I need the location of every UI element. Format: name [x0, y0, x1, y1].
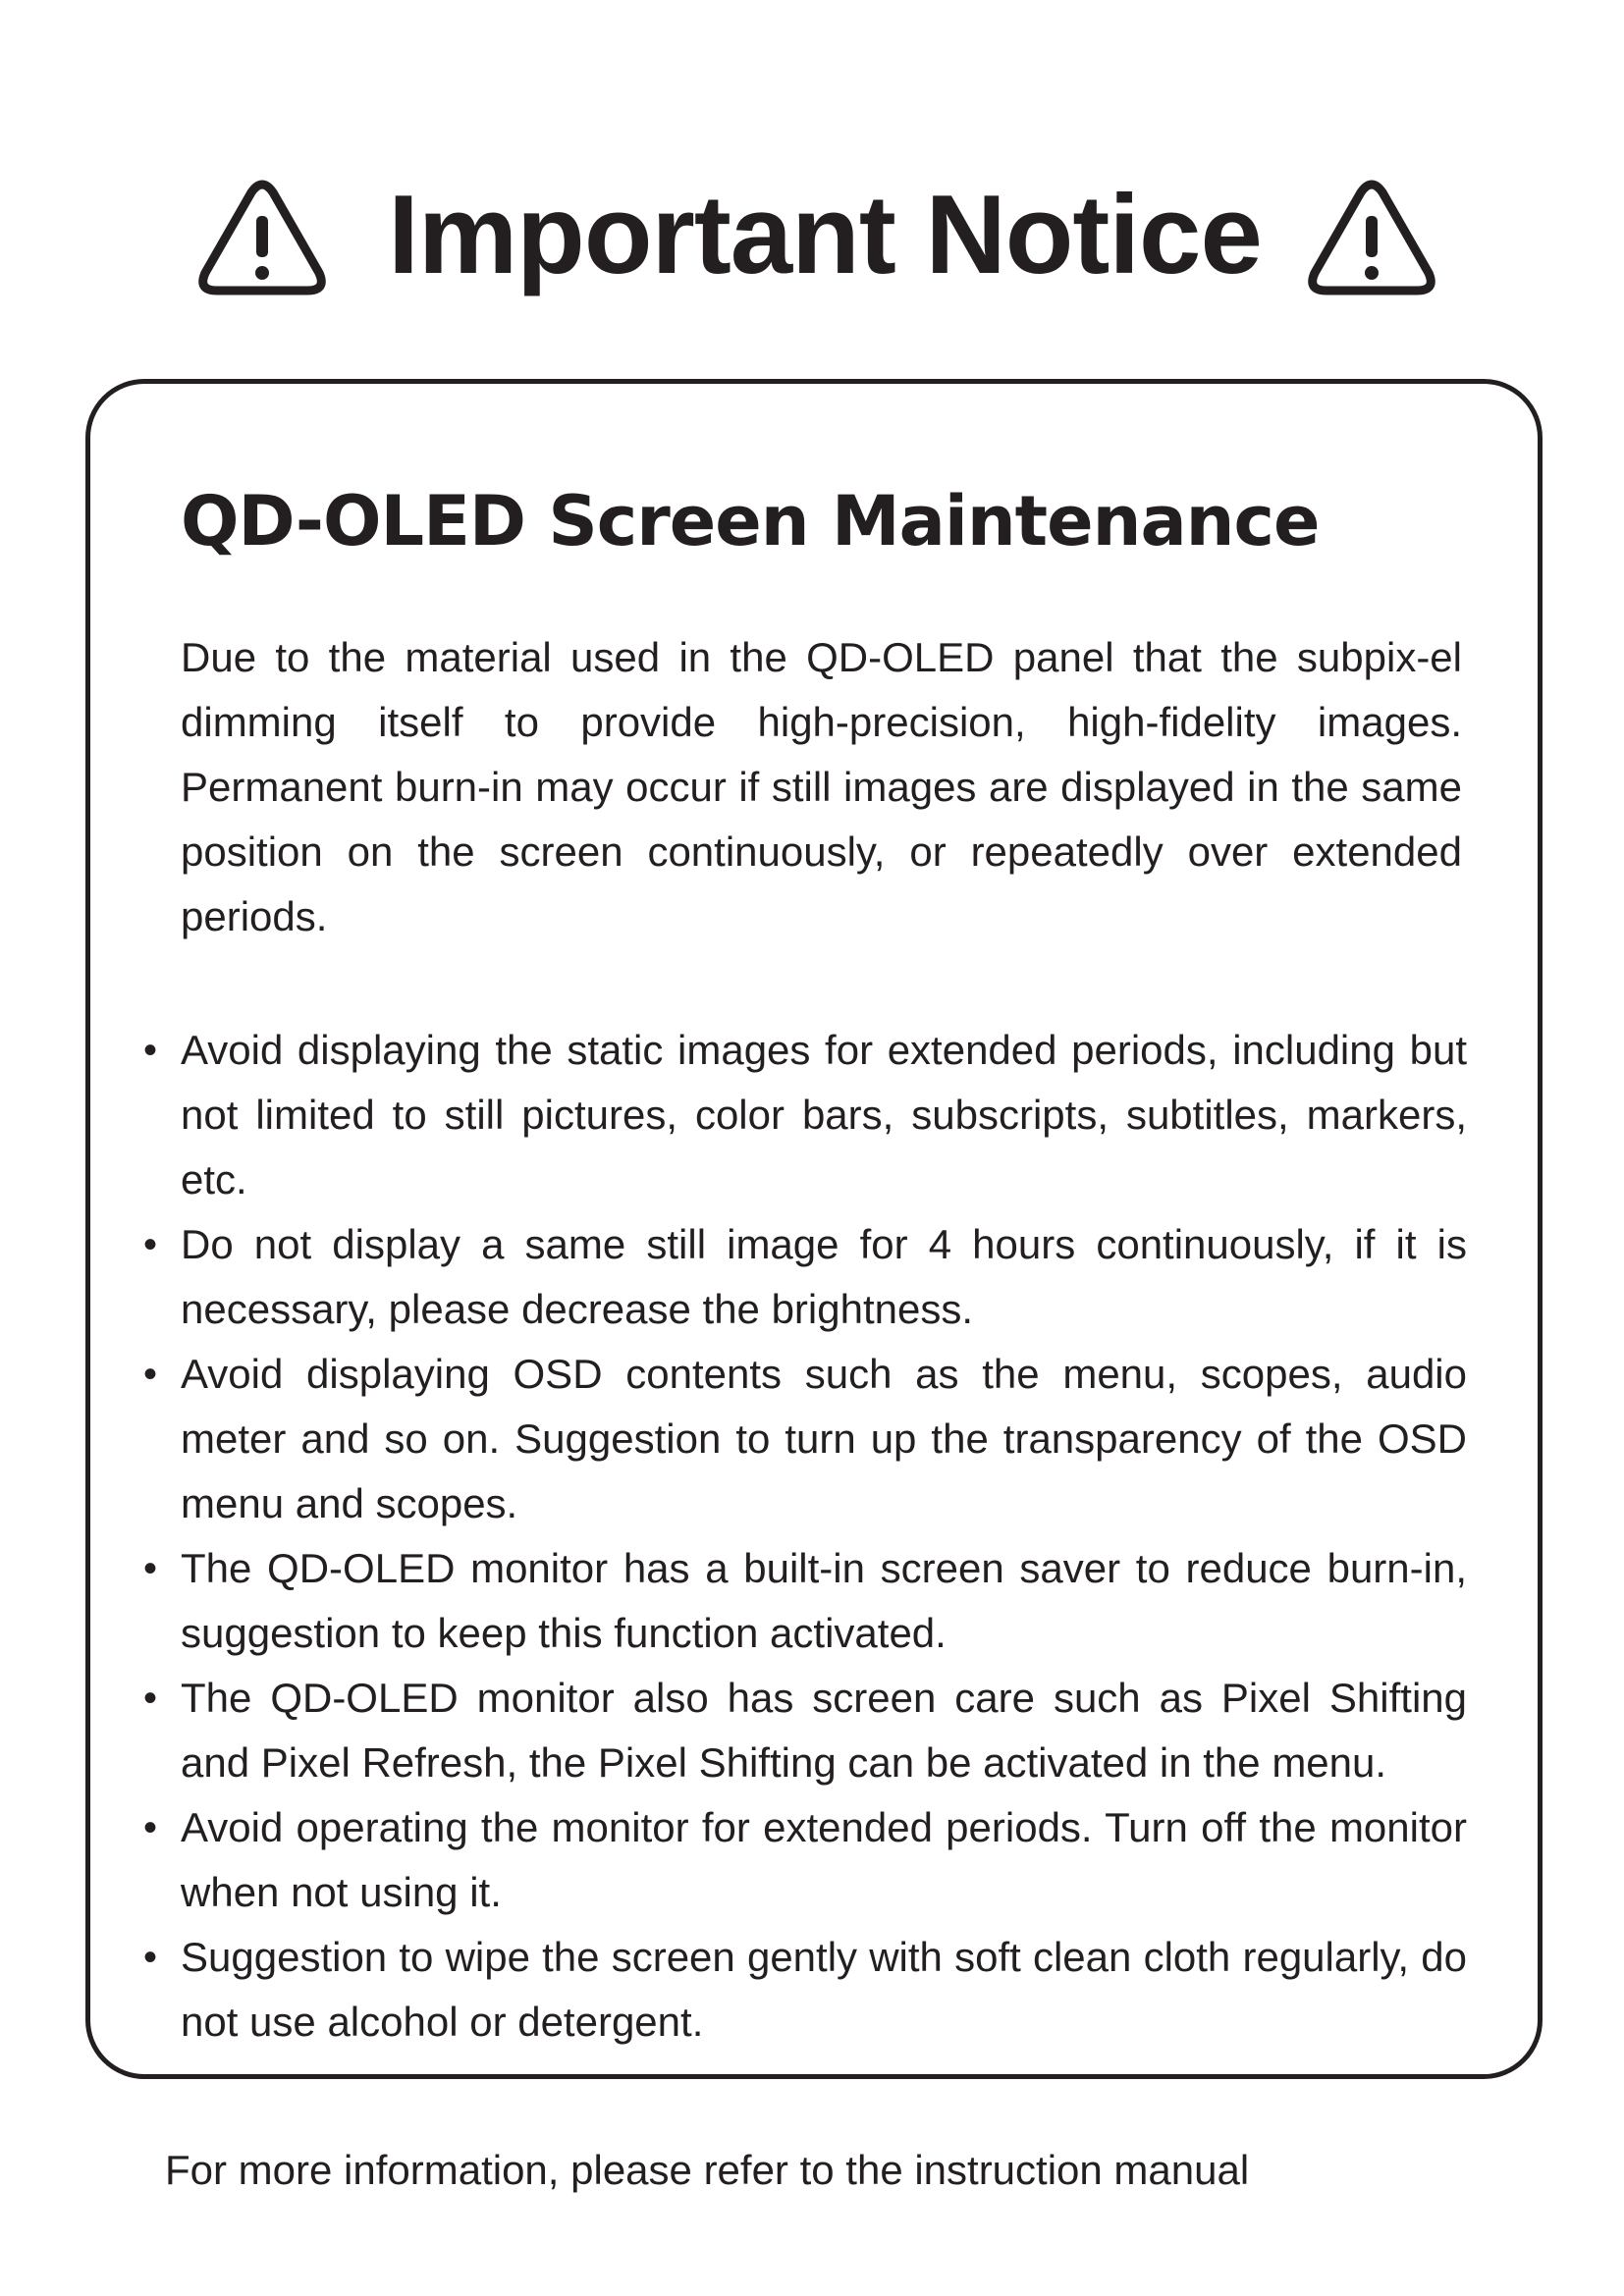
list-item	[142, 1342, 1467, 1536]
page-title: Important Notice	[388, 173, 1262, 297]
list-item-text: Avoid displaying OSD contents such as the menu, scopes, audio meter and so on. Suggestion to turn up the transparency of the OSD menu and scopes.	[181, 1351, 1467, 1526]
bullet-icon: •	[142, 1029, 157, 1072]
list-item-text: The QD-OLED monitor has a built-in screen saver to reduce burn-in, suggestion to keep this function activated.	[181, 1545, 1467, 1656]
list-item	[142, 1925, 1467, 2055]
bullet-icon: •	[142, 1223, 157, 1266]
list-item	[142, 1666, 1467, 1795]
warning-triangle-icon	[197, 179, 327, 296]
list-item	[142, 1018, 1467, 1212]
bullet-icon: •	[142, 1547, 157, 1590]
page-header	[0, 167, 1624, 304]
bullet-icon: •	[142, 1806, 157, 1849]
maintenance-tips-list	[142, 1018, 1467, 2055]
intro-paragraph: Due to the material used in the QD-OLED panel that the subpix-el dimming itself to provide high-precision, high-fidelity images. Permanent burn-in may occur if still images are displayed in the same position on the screen continuously, or repeatedly over extended periods.	[181, 634, 1462, 939]
bullet-icon: •	[142, 1677, 157, 1720]
list-item	[142, 1536, 1467, 1666]
warning-triangle-icon	[1307, 179, 1436, 296]
notice-box	[85, 379, 1543, 2079]
section-heading: QD-OLED Screen Maintenance	[181, 481, 1320, 561]
list-item-text: Suggestion to wipe the screen gently with soft clean cloth regularly, do not use alcohol or detergent.	[181, 1934, 1467, 2045]
list-item-text: Avoid displaying the static images for extended periods, including but not limited to still pictures, color bars, subscripts, subtitles, markers, etc.	[181, 1027, 1467, 1202]
list-item-text: Do not display a same still image for 4 hours continuously, if it is necessary, please decrease the brightness.	[181, 1221, 1467, 1332]
footer-note: For more information, please refer to the instruction manual	[165, 2147, 1250, 2193]
bullet-icon: •	[142, 1936, 157, 1979]
list-item	[142, 1212, 1467, 1342]
bullet-icon: •	[142, 1353, 157, 1396]
list-item-text: Avoid operating the monitor for extended periods. Turn off the monitor when not using it.	[181, 1804, 1467, 1915]
list-item-text: The QD-OLED monitor also has screen care such as Pixel Shifting and Pixel Refresh, the Pixel Shifting can be activated in the menu.	[181, 1675, 1467, 1786]
list-item	[142, 1795, 1467, 1925]
